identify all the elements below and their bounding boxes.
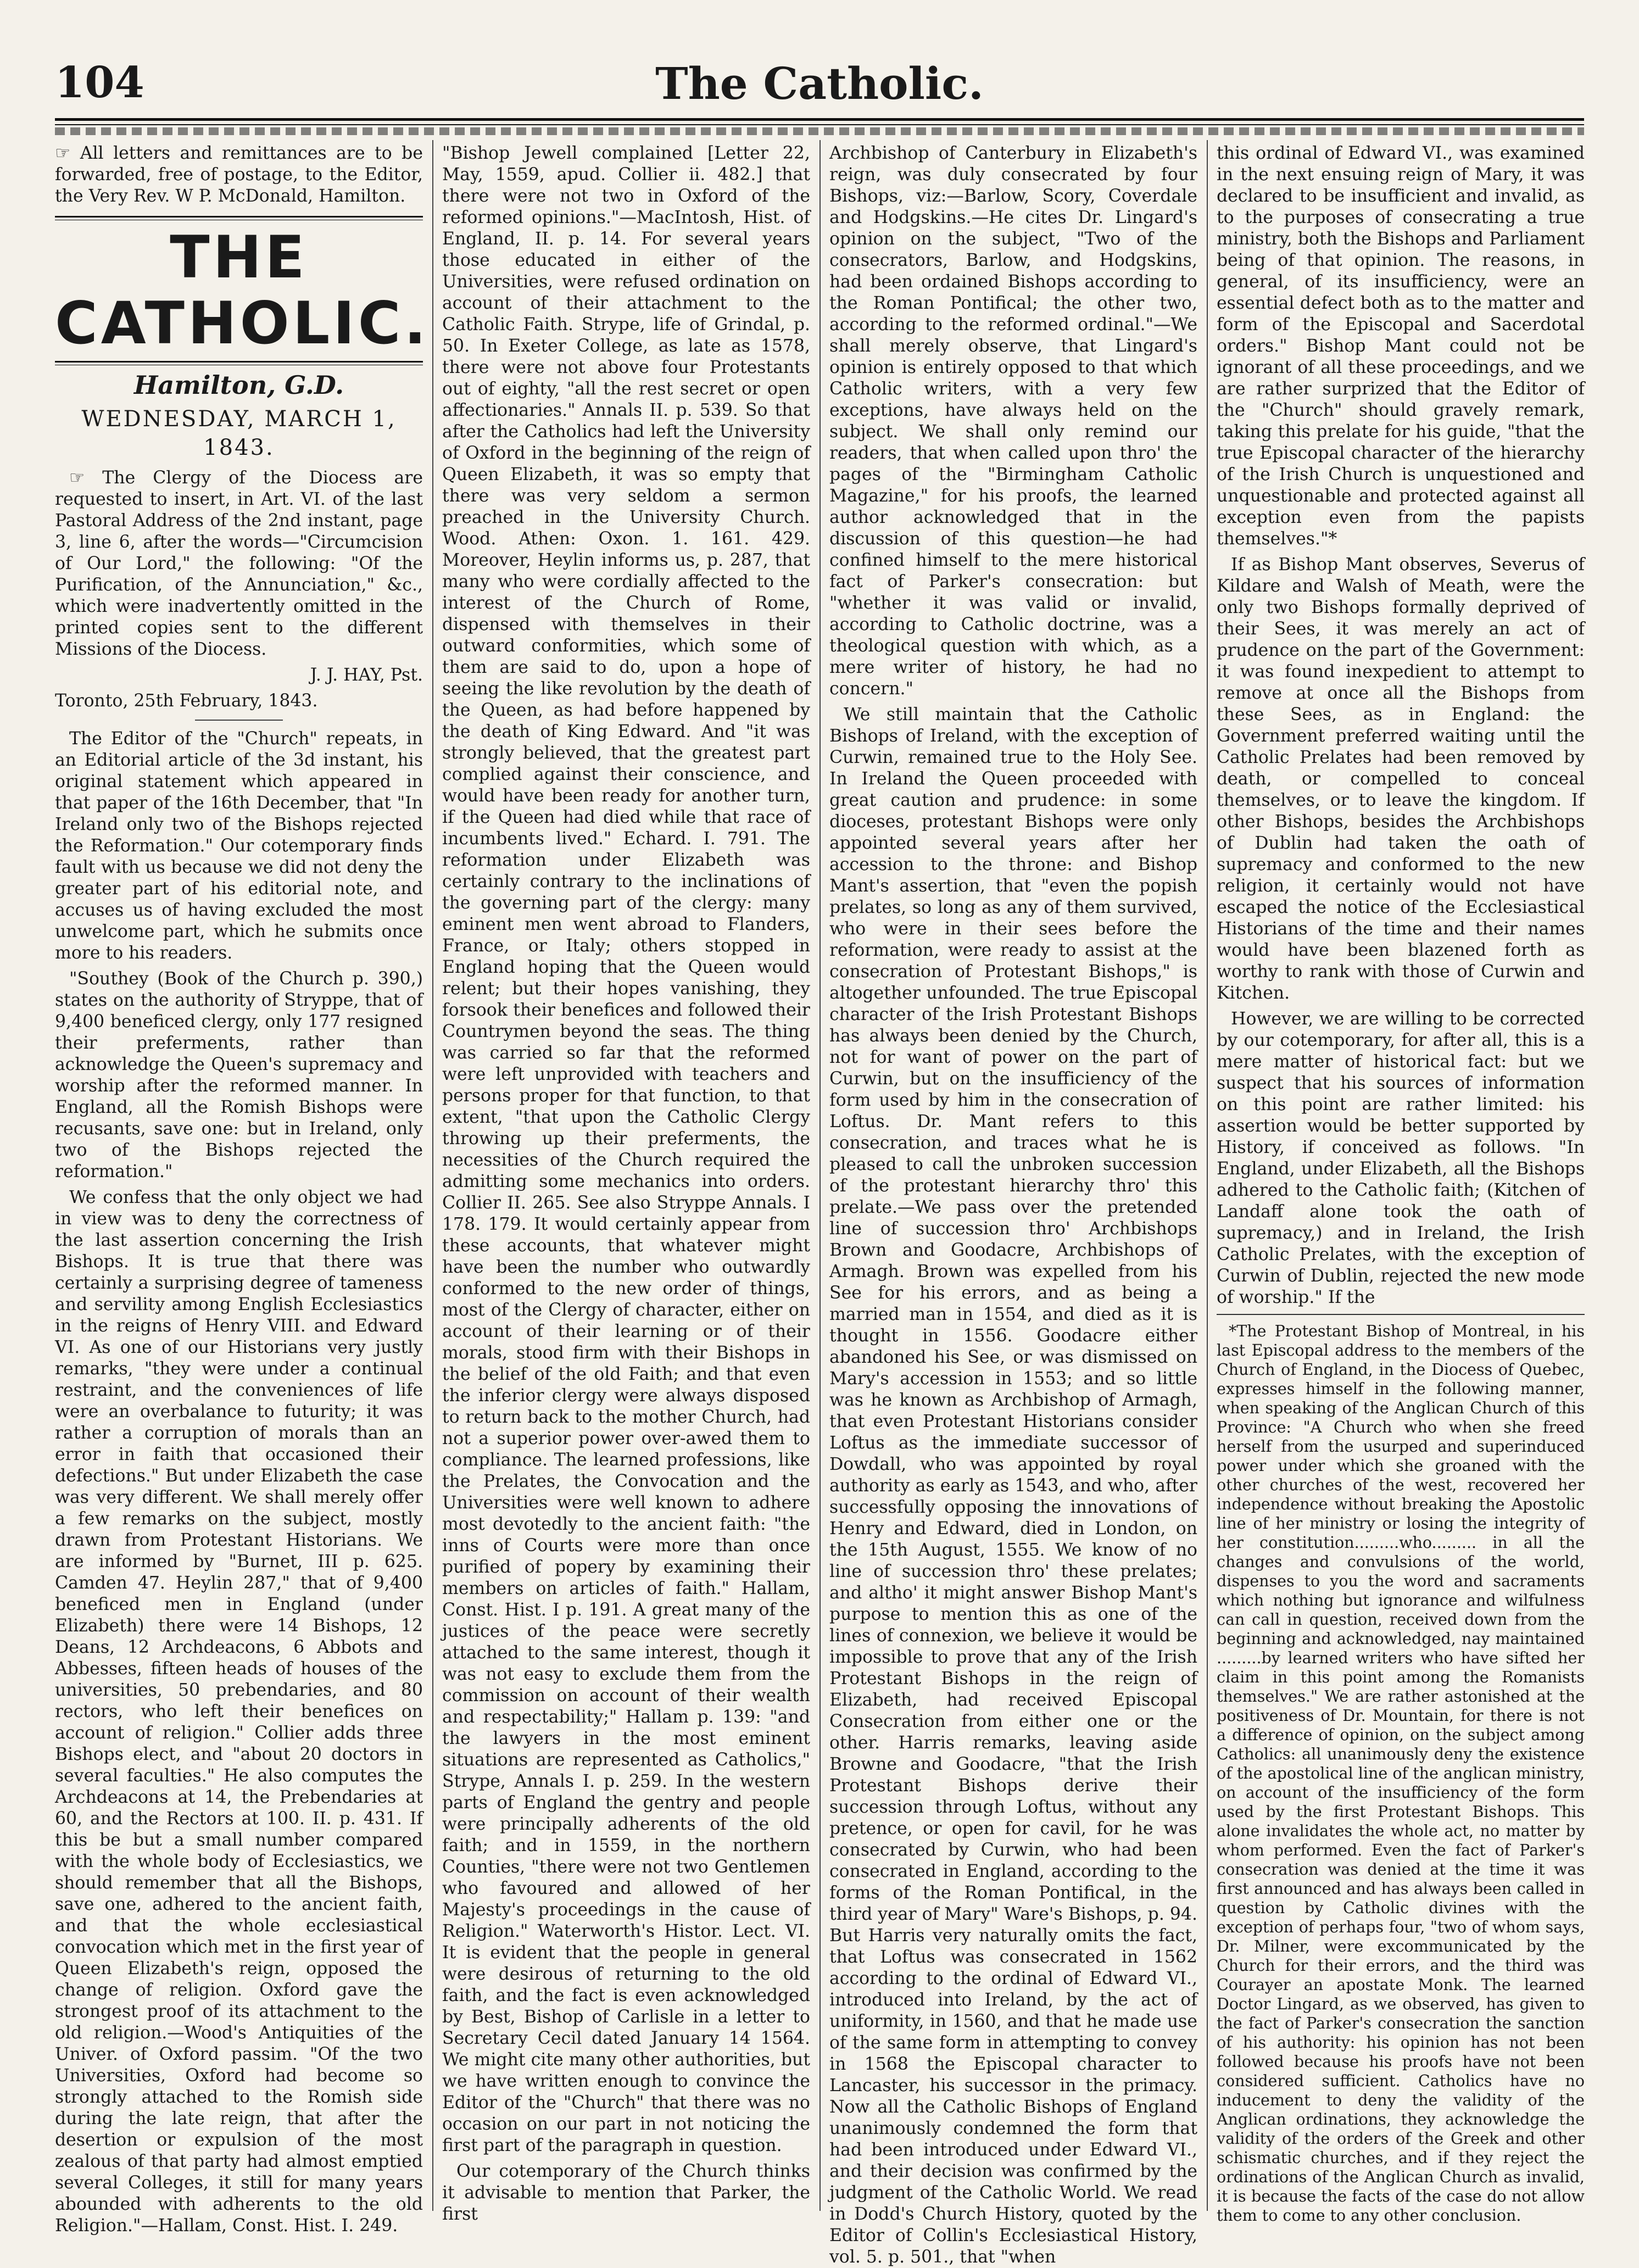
article-paragraph: Archbishop of Canterbury in Elizabeth's reign, was duly consecrated by four Bishops, viz:—Barlow, Scory, Coverdale and Hodgskins.—He cites Dr. Lingard's opinion on the subject, "Two of the consecrators, Barlow, and Hodgskins, had been ordained Bishops according to the Roman Pontifical; the other two, according to the reformed ordinal."—We shall merely observe, that Lingard's opinion is entirely opposed to that which Catholic writers, with a very few exceptions, have always held on the subject. We shall only remind our readers, that when called upon thro' the pages of the "Birmingham Catholic Magazine," for his proofs, the learned author acknowledged that in the discussion of this question—he had confined himself to the mere historical fact of Parker's consecration: but "whether it was valid or invalid, according to Catholic doctrine, was a theological question with which, as a mere writer of history, he had no concern." [829,143,1197,699]
column-1 [55,143,430,2236]
clergy-notice [55,467,423,712]
masthead-bottom-rule [55,361,423,365]
clergy-notice-body: ☞ The Clergy of the Diocess are requested to insert, in Art. VI. of the last Pastoral Address of the 2nd instant, page 3, line 6, after the words—"Circumcision of Our Lord," the following: "Of the Purification, of the Annunciation," &c., which were inadvertently omitted in the printed copies sent to the different Missions of the Diocess. [55,468,423,659]
article-paragraph: "Bishop Jewell complained [Letter 22, May, 1559, apud. Collier ii. 482.] that there were not two in Oxford of the reformed opinions."—MacIntosh, Hist. of England, II. p. 14. For several years those educated in either of the Universities, were refused ordination on account of their attachment to the Catholic Faith. Strype, life of Grindal, p. 50. In Exeter College, as late as 1578, there were not above four Protestants out of eighty, "all the rest secret or open affectionaries." Annals II. p. 539. So that after the Catholics had left the University of Oxford in the beginning of the reign of Queen Elizabeth, it was so empty that there was very seldom a sermon preached in the University Church. Wood. Athen: Oxon. 1. 161. 429. Moreover, Heylin informs us, p. 287, that many who were cordially affected to the interest of the Church of Rome, dispensed with themselves in their outward conformities, which some of them are said to do, upon a hope of seeing the like revolution by the death of the Queen, as had before happened by the death of King Edward. And "it was strongly believed, that the greatest part complied against their conscience, and would have been ready for another turn, if the Queen had died while that race of incumbents lived." Echard. I. 791. The reformation under Elizabeth was certainly contrary to the inclinations of the governing part of the clergy: many eminent men went abroad to Flanders, France, or Italy; others stopped in England hoping that the Queen would relent; but their hopes vanishing, they forsook their benefices and followed their Countrymen beyond the seas. The thing was carried so far that the reformed were left unprovided with teachers and persons proper for that function, to that extent, "that upon the Catholic Clergy throwing up their preferments, the necessities of the Church required the admitting some mechanics into orders. Collier II. 265. See also Stryppe Annals. I 178. 179. It would certainly appear from these accounts, that whatever might have been the number who outwardly conformed to the new order of things, most of the Clergy of character, either on account of their learning or of their morals, stood firm with their Bishops in the belief of the old Faith; and that even the inferior clergy were always disposed to return back to the mother Church, had not a superior power over-awed them to compliance. The learned professions, like the Prelates, the Convocation and the Universities were well known to adhere most devotedly to the ancient faith: "the inns of Courts were more than once purified of popery by examining their members on articles of faith." Hallam, Const. Hist. I p. 191. A great many of the justices of the peace were secretly attached to the same interest, though it was not easy to exclude them from the commission on account of their wealth and respectability;" Hallam p. 139: "and the lawyers in the most eminent situations are represented as Catholics," Strype, Annals I. p. 259. In the western parts of England the gentry and people were principally adherents of the old faith; and in 1559, in the northern Counties, "there were not two Gentlemen who favoured and allowed of her Majesty's proceedings in the cause of Religion." Waterworth's Histor. Lect. VI. It is evident that the people in general were desirous of returning to the old faith, and the fact is even acknowledged by Best, Bishop of Carlisle in a letter to Secretary Cecil dated January 14 1564. We might cite many other authorities, but we have written enough to convince the Editor of the "Church" that there was no occasion on our part in not noticing the first part of the paragraph in question. [442,143,810,2155]
column-divider [432,140,433,2211]
letters-notice [55,143,423,207]
masthead-place: Hamilton, G.D. [133,370,344,400]
header-ornament-rule [55,127,1584,135]
page-header [55,52,1584,113]
article-paragraph: However, we are willing to be corrected by our cotemporary, for after all, this is a mere matter of historical fact: but we suspect that his sources of information on this point are rather limited: his assertion would be better supported by History, if conceived as follows. "In England, under Elizabeth, all the Bishops adhered to the Catholic faith; (Kitchen of Landaff alone took the oath of supremacy,) and in Ireland, the Irish Catholic Prelates, with the exception of Curwin of Dublin, rejected the new mode of worship." If the [1217,1009,1585,1307]
letters-notice-text: ☞ All letters and remittances are to be forwarded, free of postage, to the Editor, the Very Rev. W P. McDonald, Hamilton. [55,143,423,206]
clergy-notice-dateline: Toronto, 25th February, 1843. [55,691,318,711]
page-number: 104 [55,58,144,108]
article-paragraph: We still maintain that the Catholic Bishops of Ireland, with the exception of Curwin, remained true to the Holy See. In Ireland the Queen proceeded with great caution and prudence: in some dioceses, protestant Bishops were only appointed several years after her accession to the throne: and Bishop Mant's assertion, that "even the popish prelates, so long as any of them survived, who were in their sees before the reformation, were ready to assist at the consecration of Protestant Bishops," is altogether unfounded. The true Episcopal character of the Irish Protestant Bishops has always been denied by the Church, not for want of power on the part of Curwin, but on the insufficiency of the form used by him in the consecration of Loftus. Dr. Mant refers to this consecration, and traces what he is pleased to call the unbroken succession of the protestant hierarchy thro' this prelate.—We pass over the pretended line of succession thro' Archbishops Brown and Goodacre, Archbishops of Armagh. Brown was expelled from his See for his errors, and as being a married man in 1554, and died as it is thought in 1556. Goodacre either abandoned his See, or was dismissed on Mary's accession in 1553; and so little was he known as Archbishop of Armagh, that even Protestant Historians consider Loftus as the immediate successor of Dowdall, who was appointed by royal authority as early as 1543, and who, after successfully opposing the innovations of Henry and Edward, died in London, on the 15th August, 1555. We know of no line of succession thro' these prelates; and altho' it might answer Bishop Mant's purpose to mention this as one of the lines of connexion, we believe it would be impossible to prove that any of the Irish Protestant Bishops in the reign of Elizabeth, had received Episcopal Consecration from either one or the other. Harris remarks, leaving aside Browne and Goodacre, "that the Irish Protestant Bishops derive their succession through Loftus, without any pretence, or open for cavil, for he was consecrated by Curwin, who had been consecrated in England, according to the forms of the Roman Pontifical, in the third year of Mary" Ware's Bishops, p. 94. But Harris very naturally omits the fact, that Loftus was consecrated in 1562 according to the ordinal of Edward VI., introduced into Ireland, by the act of uniformity, in 1560, and that he made use of the same form in attempting to convey in 1568 the Episcopal character to Lancaster, his successor in the primacy. Now all the Catholic Bishops of England unanimously condemned the form that had been introduced under Edward VI., and their decision was confirmed by the judgment of the Catholic World. We read in Dodd's Church History, quoted by the Editor of Collin's Ecclesiastical History, vol. 5. p. 501., that "when [829,705,1197,2267]
column-4 [1217,143,1585,2225]
masthead-top-rule [55,216,423,220]
article-paragraph: this ordinal of Edward VI., was examined in the next ensuing reign of Mary, it was declared to be insufficient and invalid, as to the purposes of consecrating a true ministry, both the Bishops and Parliament being of that opinion. The reasons, in general, of its insufficiency, were an essential defect both as to the matter and form of the Episcopal and Sacerdotal orders." Bishop Mant could not be ignorant of all these proceedings, and we are rather surprized that the Editor of the "Church" should gravely remark, taking this prelate for his guide, "that the true Episcopal character of the hierarchy of the Irish Church is unquestioned and unquestionable and protected against all exception even from the papists themselves."* [1217,143,1585,549]
article-paragraph: If as Bishop Mant observes, Severus of Kildare and Walsh of Meath, were the only two Bishops formally deprived of their Sees, it was merely an act of prudence on the part of the Government: it was found inexpedient to attempt to remove at once all the Bishops from these Sees, as in England: the Government preferred waiting until the Catholic Prelates had been removed by death, or compelled to conceal themselves, or to leave the kingdom. If other Bishops, besides the Archbishops of Dublin had taken the oath of supremacy and conformed to the new religion, it certainly would not have escaped the notice of the Ecclesiastical Historians of the time and their names would have been blazened forth as worthy to rank with those of Curwin and Kitchen. [1217,555,1585,1003]
footnote [1217,1322,1585,2225]
column-divider [1207,140,1208,2211]
clergy-notice-signature: J. J. HAY, Pst. [310,665,423,685]
masthead-date: WEDNESDAY, MARCH 1, 1843. [81,406,397,460]
column-divider [820,140,821,2211]
masthead [55,216,430,462]
article-paragraph: The Editor of the "Church" repeats, in an Editorial article of the 3d instant, his original statement which appeared in that paper of the 16th December, that "In Ireland only two of the Bishops rejected the Reformation." Our cotemporary finds fault with us because we did not deny the greater part of his editorial note, and accuses us of having excluded the most unwelcome part, which he submits once more to his readers. [55,729,423,963]
running-title: The Catholic. [655,58,984,109]
footnote-rule [1217,1314,1585,1315]
article-paragraph: Our cotemporary of the Church thinks it advisable to mention that Parker, the first [442,2161,810,2224]
footnote-text: *The Protestant Bishop of Montreal, in his last Episcopal address to the members of the Church of England, in the Diocess of Quebec, expresses himself in the following manner, when speaking of the Anglican Church of this Province: "A Church who when she freed herself from the usurped and superinduced power under which she groaned with the other churches of the west, recovered her independence without breaking the Apostolic line of her ministry or losing the integrity of her constitution.........who......... in all the changes and convulsions of the world, dispenses to you the word and sacraments which nothing but ignorance and wilfulness can call in question, received down from the beginning and acknowledged, nay maintained .........by learned writers who have sifted her claim in this point among the Romanists themselves." We are rather astonished at the positiveness of Dr. Mountain, for there is not a difference of opinion, on the subject among Catholics: all unanimously deny the existence of the apostolical line of the anglican ministry, on account of the insufficiency of the form used by the first Protestant Bishops. This alone invalidates the whole act, no matter by whom performed. Even the fact of Parker's consecration was denied at the time it was first announced and has always been called in question by Catholic divines with the exception of perhaps four, "two of whom says, Dr. Milner, were excommunicated by the Church for their errors, and the third was Courayer an apostate Monk. The learned Doctor Lingard, as we observed, has given to the fact of Parker's consecration the sanction of his authority: his opinion has not been followed because his proofs have not been considered sufficient. Catholics have no inducement to deny the validity of the Anglican ordinations, they acknowledge the validity of the orders of the Greek and other schismatic churches, and if they reject the ordinations of the Anglican Church as invalid, it is because the facts of the case do not allow them to come to any other conclusion. [1217,1322,1585,2225]
column-2 [442,143,810,2224]
masthead-name: THE CATHOLIC. [55,224,430,357]
column-3 [829,143,1197,2267]
header-rule [55,118,1584,125]
article-paragraph: We confess that the only object we had in view was to deny the correctness of the last assertion concerning the Irish Bishops. It is true that there was certainly a surprising degree of tameness and servility among English Ecclesiastics in the reigns of Henry VIII. and Edward VI. As one of our Historians very justly remarks, "they were under a continual restraint, and the conveniences of life were an overbalance to futurity; it was rather a corruption of morals than an error in faith that occasioned their defections." But under Elizabeth the case was very different. We shall merely offer a few remarks on the subject, mostly drawn from Protestant Historians. We are informed by "Burnet, III p. 625. Camden 47. Heylin 287," that of 9,400 beneficed men in England (under Elizabeth) there were 14 Bishops, 12 Deans, 12 Archdeacons, 6 Abbots and Abbesses, fifteen heads of houses of the universities, 50 prebendaries, and 80 rectors, who left their benefices on account of religion." Collier adds three Bishops elect, and "about 20 doctors in several faculties." He also computes the Archdeacons at 14, the Prebendaries at 60, and the Rectors at 100. II. p. 431. If this be but a small number compared with the whole body of Ecclesiastics, we should remember that all the Bishops, save one, adhered to the ancient faith, and that the whole ecclesiastical convocation which met in the first year of Queen Elizabeth's reign, opposed the change of religion. Oxford gave the strongest proof of its attachment to the old religion.—Wood's Antiquities of the Univer. of Oxford passim. "Of the two Universities, Oxford had become so strongly attached to the Romish side during the late reign, that after the desertion or expulsion of the most zealous of that party had almost emptied several Colleges, it still for many years abounded with adherents to the old Religion."—Hallam, Const. Hist. I. 249. [55,1188,423,2236]
article-paragraph: "Southey (Book of the Church p. 390,) states on the authority of Stryppe, that of 9,400 beneficed clergy, only 177 resigned their preferments, rather than acknowledge the Queen's supremacy and worship after the reformed manner. In England, all the Romish Bishops were recusants, save one: but in Ireland, only two of the Bishops rejected the reformation." [55,969,423,1182]
section-divider [195,720,283,721]
